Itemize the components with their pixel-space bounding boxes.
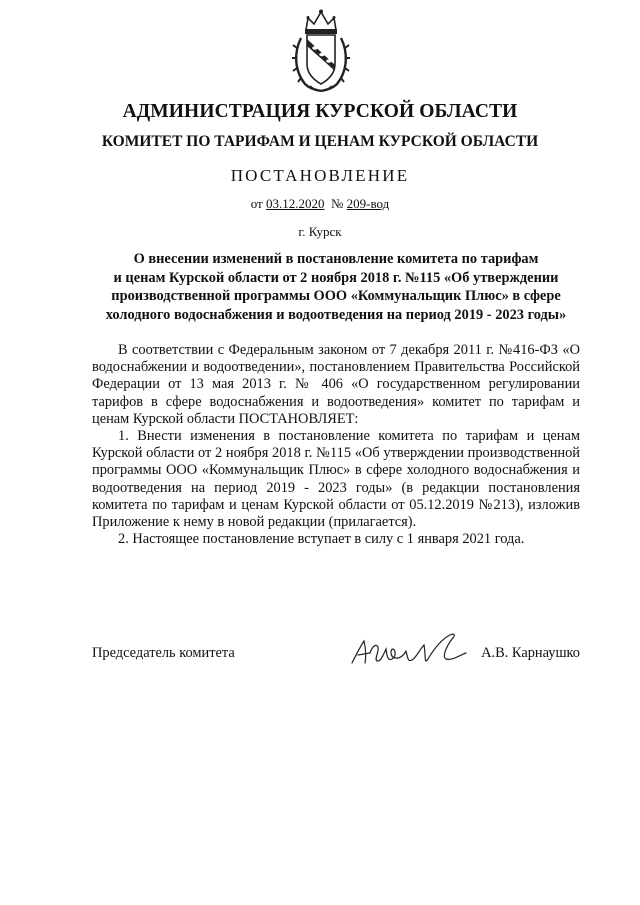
signatory-name: А.В. Карнаушко [481,645,580,661]
date-number-line [0,196,640,212]
document-type: ПОСТАНОВЛЕНИЕ [230,166,410,185]
organization-name: АДМИНИСТРАЦИЯ КУРСКОЙ ОБЛАСТИ [122,101,518,122]
committee-name: КОМИТЕТ ПО ТАРИФАМ И ЦЕНАМ КУРСКОЙ ОБЛАСТИ [101,133,539,150]
document-body [92,342,580,548]
document-title [92,250,580,325]
number-prefix: № [330,196,344,211]
title-line: холодного водоснабжения и водоотведения на период 2019 - 2023 годы» [105,307,567,324]
date-prefix: от [250,196,263,211]
handwritten-signature-icon [346,629,468,673]
city: г. Курск [298,224,342,239]
title-line: и ценам Курской области от 2 ноября 2018 г. №115 «Об утверждении [113,269,559,286]
item-1-paragraph: 1. Внести изменения в постановление комитета по тарифам и ценам Курской области от 2 ноября 2018 г. №115 «Об утверждении производственной программы ООО «Коммунальщик Плюс» в сфере холодного водоснабжения и водоотведения на период 2019 - 2023 годы» (в редакции постановления комитета по тарифам и ценам Курской области от 05.12.2019 №213), изложив Приложение к нему в новой редакции (прилагается). [92,428,580,531]
document-number: 209-вод [346,196,390,211]
document-date: 03.12.2020 [265,196,325,211]
signature-block [92,645,580,669]
item-2-paragraph: 2. Настоящее постановление вступает в силу с 1 января 2021 года. [118,531,525,548]
signatory-role: Председатель комитета [92,645,235,661]
preamble-paragraph: В соответствии с Федеральным законом от 7 декабря 2011 г. №416-ФЗ «О водоснабжении и водоотведении», постановлением Правительства Российской Федерации от 13 мая 2013 г. № 406 «О государственном регулировании тарифов в сфере водоснабжения и водоотведения» комитет по тарифам и ценам Курской области ПОСТАНОВЛЯЕТ: [92,342,580,427]
title-line: производственной программы ООО «Коммунальщик Плюс» в сфере [111,288,561,305]
coat-of-arms-icon [292,8,350,94]
title-line: О внесении изменений в постановление комитета по тарифам [133,251,539,267]
